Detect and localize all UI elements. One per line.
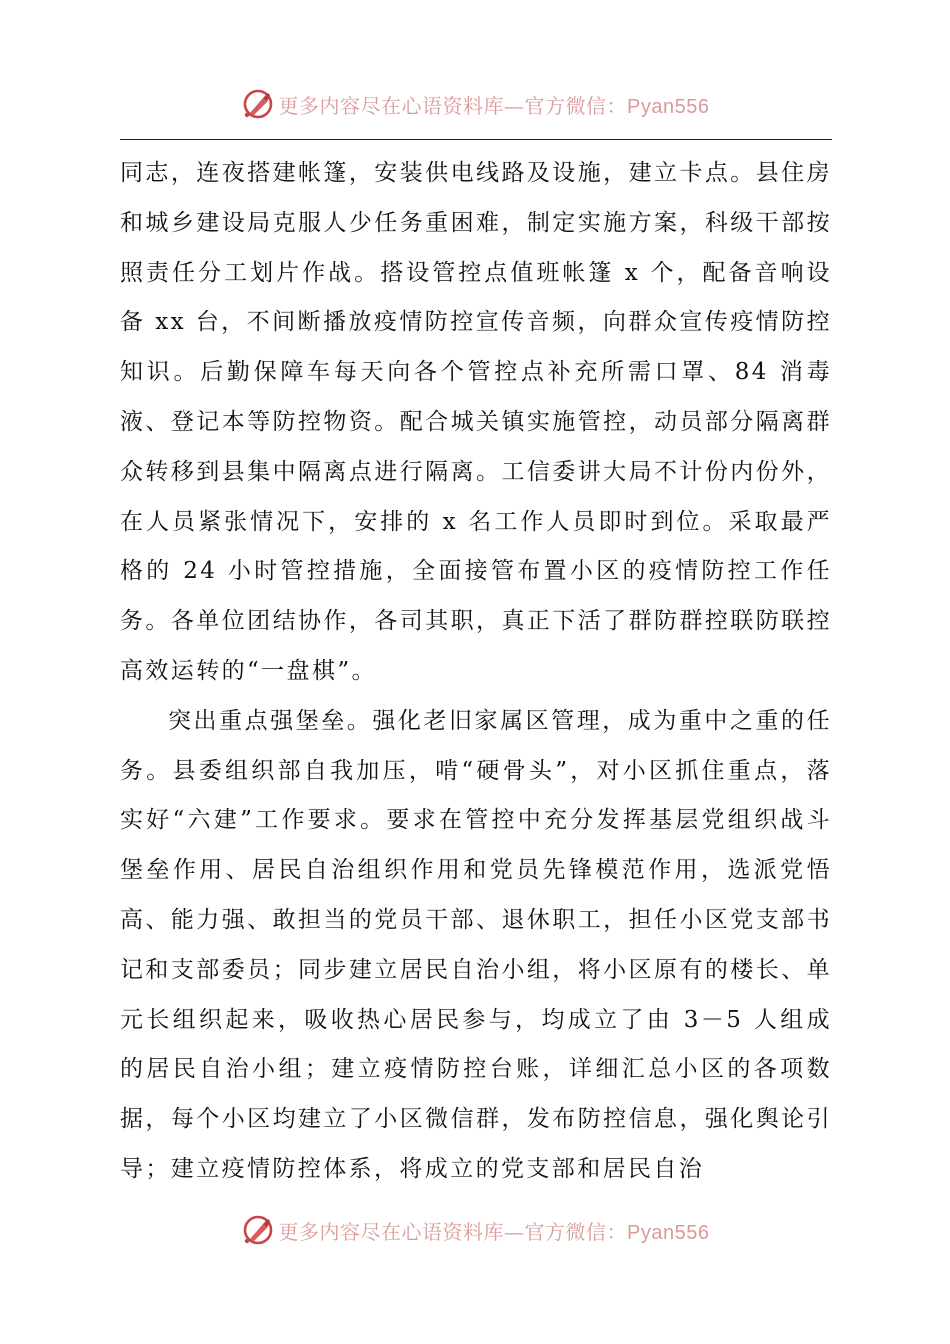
header-banner-title: 更多内容尽在心语资料库 (278, 93, 505, 118)
footer-banner-contact-label: 官方微信： (524, 1219, 628, 1244)
header-divider (120, 139, 832, 140)
header-banner-dash: — (504, 93, 525, 118)
header-banner-contact-id: Pyan556 (627, 95, 710, 118)
footer-banner-title: 更多内容尽在心语资料库 (278, 1219, 505, 1244)
footer-banner (0, 1208, 950, 1252)
document-body (120, 149, 832, 1195)
header-banner-contact-label: 官方微信： (524, 93, 628, 118)
body-paragraph-2: 突出重点强堡垒。强化老旧家属区管理，成为重中之重的任务。县委组织部自我加压，啃“硬骨头”，对小区抓住重点，落实好“六建”工作要求。要求在管控中充分发挥基层党组织战斗堡垒作用、居民自治组织作用和党员先锋模范作用，选派党悟高、能力强、敢担当的党员干部、退休职工，担任小区党支部书记和支部委员；同步建立居民自治小组，将小区原有的楼长、单元长组织起来，吸收热心居民参与，均成立了由 3－5 人组成的居民自治小组；建立疫情防控台账，详细汇总小区的各项数据，每个小区均建立了小区微信群，发布防控信息，强化舆论引导；建立疫情防控体系，将成立的党支部和居民自治 (120, 707, 832, 1182)
footer-banner-dash: — (504, 1219, 525, 1244)
footer-banner-text (279, 1216, 710, 1245)
footer-banner-contact-id: Pyan556 (627, 1221, 710, 1244)
body-paragraph-1: 同志，连夜搭建帐篷，安装供电线路及设施，建立卡点。县住房和城乡建设局克服人少任务重困难，制定实施方案，科级干部按照责任分工划片作战。搭设管控点值班帐篷 x 个，配备音响设备 xx 台，不间断播放疫情防控宣传音频，向群众宣传疫情防控知识。后勤保障车每天向各个管控点补充所需口罩、84 消毒液、登记本等防控物资。配合城关镇实施管控，动员部分隔离群众转移到县集中隔离点进行隔离。工信委讲大局不计份内份外，在人员紧张情况下，安排的 x 名工作人员即时到位。采取最严格的 24 小时管控措施，全面接管布置小区的疫情防控工作任务。各单位团结协作，各司其职，真正下活了群防群控联防联控高效运转的“一盘棋”。 (120, 160, 832, 684)
header-banner (0, 82, 950, 126)
pen-nib-logo-icon (241, 87, 275, 121)
pen-nib-logo-icon (241, 1213, 275, 1247)
header-banner-text (279, 90, 710, 119)
